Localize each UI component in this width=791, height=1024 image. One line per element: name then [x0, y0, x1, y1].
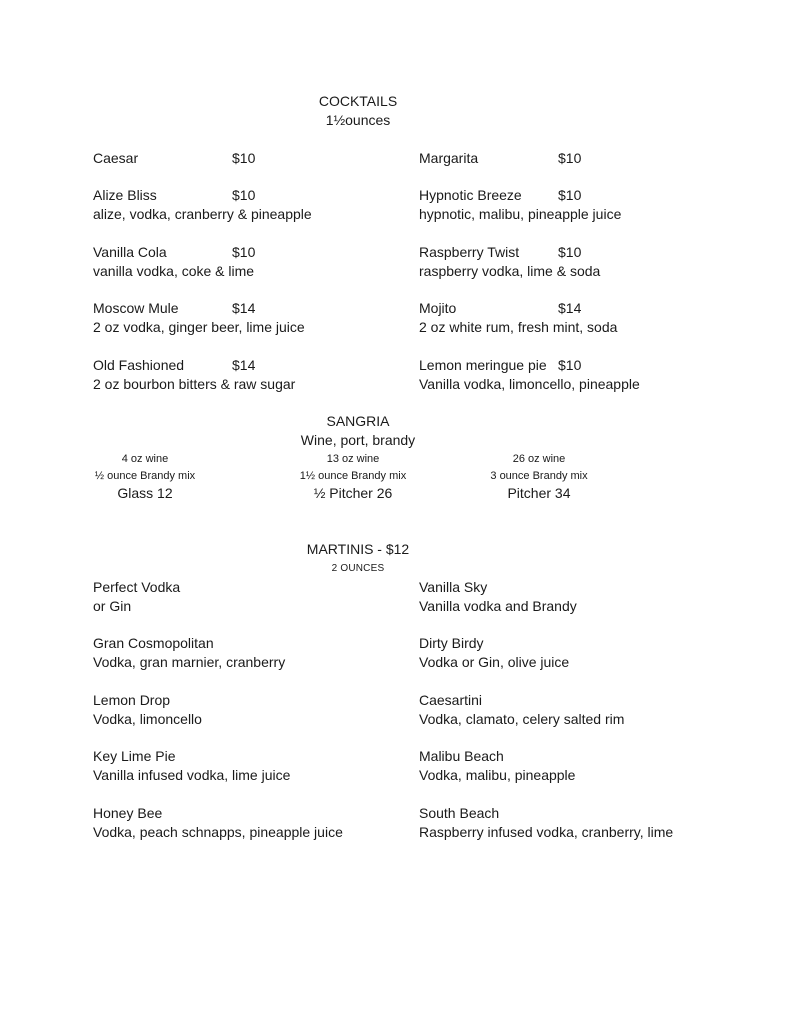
martini-item: [419, 747, 739, 785]
martini-name: Malibu Beach: [419, 748, 504, 764]
sangria-title: SANGRIA: [326, 413, 390, 429]
martini-description: Vanilla infused vodka, lime juice: [93, 767, 291, 783]
cocktails-title: COCKTAILS: [318, 93, 398, 109]
sangria-brandy-mix: 1½ ounce Brandy mix: [299, 470, 407, 482]
sangria-wine: 4 oz wine: [121, 453, 169, 465]
sangria-size-price: Glass 12: [117, 485, 173, 501]
cocktail-name: Alize Bliss: [93, 187, 157, 203]
sangria-brandy-mix: 3 ounce Brandy mix: [490, 470, 588, 482]
martini-item: [419, 578, 739, 616]
cocktail-item: [419, 243, 729, 281]
cocktail-item: [93, 149, 403, 168]
cocktail-price: $14: [232, 357, 256, 373]
martini-item: [419, 634, 739, 672]
cocktail-description: alize, vodka, cranberry & pineapple: [93, 206, 312, 222]
martini-name: Caesartini: [419, 692, 483, 708]
sangria-option-pitcher: [444, 451, 634, 502]
martini-name: South Beach: [419, 805, 500, 821]
cocktail-description: Vanilla vodka, limoncello, pineapple: [419, 376, 640, 392]
cocktail-description: 2 oz bourbon bitters & raw sugar: [93, 376, 296, 392]
martini-item: [93, 804, 413, 842]
martini-description: Vodka or Gin, olive juice: [419, 654, 570, 670]
cocktail-name: Raspberry Twist: [419, 244, 520, 260]
martini-description: Vodka, clamato, celery salted rim: [419, 711, 625, 727]
martini-description: Vodka, peach schnapps, pineapple juice: [93, 824, 343, 840]
sangria-option-half-pitcher: [258, 451, 448, 502]
cocktail-description: vanilla vodka, coke & lime: [93, 263, 255, 279]
cocktail-price: $10: [232, 244, 256, 260]
martini-item: [93, 634, 413, 672]
cocktail-price: $10: [558, 244, 582, 260]
martini-name: Key Lime Pie: [93, 748, 176, 764]
cocktail-item: [93, 356, 403, 394]
martini-description: Vodka, gran marnier, cranberry: [93, 654, 286, 670]
martini-name: Vanilla Sky: [419, 579, 488, 595]
cocktail-item: [93, 299, 403, 337]
cocktail-name: Hypnotic Breeze: [419, 187, 522, 203]
martinis-subtitle: 2 OUNCES: [331, 563, 385, 574]
cocktail-price: $10: [232, 187, 256, 203]
cocktail-item: [419, 356, 729, 394]
sangria-brandy-mix: ½ ounce Brandy mix: [94, 470, 196, 482]
sangria-wine: 26 oz wine: [512, 453, 566, 465]
martini-item: [419, 804, 739, 842]
cocktail-item: [419, 149, 729, 168]
cocktail-price: $10: [232, 150, 256, 166]
cocktail-item: [419, 299, 729, 337]
cocktail-price: $10: [558, 357, 582, 373]
cocktail-name: Old Fashioned: [93, 357, 185, 373]
martini-description: Raspberry infused vodka, cranberry, lime: [419, 824, 674, 840]
martini-description: Vodka, limoncello: [93, 711, 202, 727]
martini-name: Dirty Birdy: [419, 635, 484, 651]
cocktail-price: $10: [558, 150, 582, 166]
martini-name: Lemon Drop: [93, 692, 171, 708]
martini-name: Gran Cosmopolitan: [93, 635, 214, 651]
martini-item: [93, 691, 413, 729]
cocktail-price: $14: [232, 300, 256, 316]
cocktail-description: 2 oz white rum, fresh mint, soda: [419, 319, 618, 335]
martini-description: Vanilla vodka and Brandy: [419, 598, 577, 614]
cocktail-name: Margarita: [419, 150, 479, 166]
sangria-subtitle: Wine, port, brandy: [300, 432, 416, 448]
cocktail-price: $10: [558, 187, 582, 203]
sangria-size-price: ½ Pitcher 26: [313, 485, 393, 501]
cocktail-item: [93, 186, 403, 224]
sangria-option-glass: [50, 451, 240, 502]
cocktail-name: Vanilla Cola: [93, 244, 167, 260]
cocktail-description: 2 oz vodka, ginger beer, lime juice: [93, 319, 305, 335]
cocktail-name: Caesar: [93, 150, 139, 166]
cocktail-item: [419, 186, 729, 224]
cocktails-subtitle: 1½ounces: [325, 112, 391, 128]
cocktail-item: [93, 243, 403, 281]
martini-description: or Gin: [93, 598, 132, 614]
cocktail-description: raspberry vodka, lime & soda: [419, 263, 601, 279]
martini-item: [93, 578, 413, 616]
cocktail-name: Mojito: [419, 300, 457, 316]
martini-name: Perfect Vodka: [93, 579, 181, 595]
martini-item: [419, 691, 739, 729]
sangria-wine: 13 oz wine: [326, 453, 380, 465]
cocktail-description: hypnotic, malibu, pineapple juice: [419, 206, 622, 222]
martini-name: Honey Bee: [93, 805, 163, 821]
martini-item: [93, 747, 413, 785]
cocktail-name: Moscow Mule: [93, 300, 179, 316]
cocktail-name: Lemon meringue pie: [419, 357, 547, 373]
cocktail-price: $14: [558, 300, 582, 316]
martinis-title: MARTINIS - $12: [306, 541, 410, 557]
sangria-size-price: Pitcher 34: [507, 485, 571, 501]
martini-description: Vodka, malibu, pineapple: [419, 767, 576, 783]
